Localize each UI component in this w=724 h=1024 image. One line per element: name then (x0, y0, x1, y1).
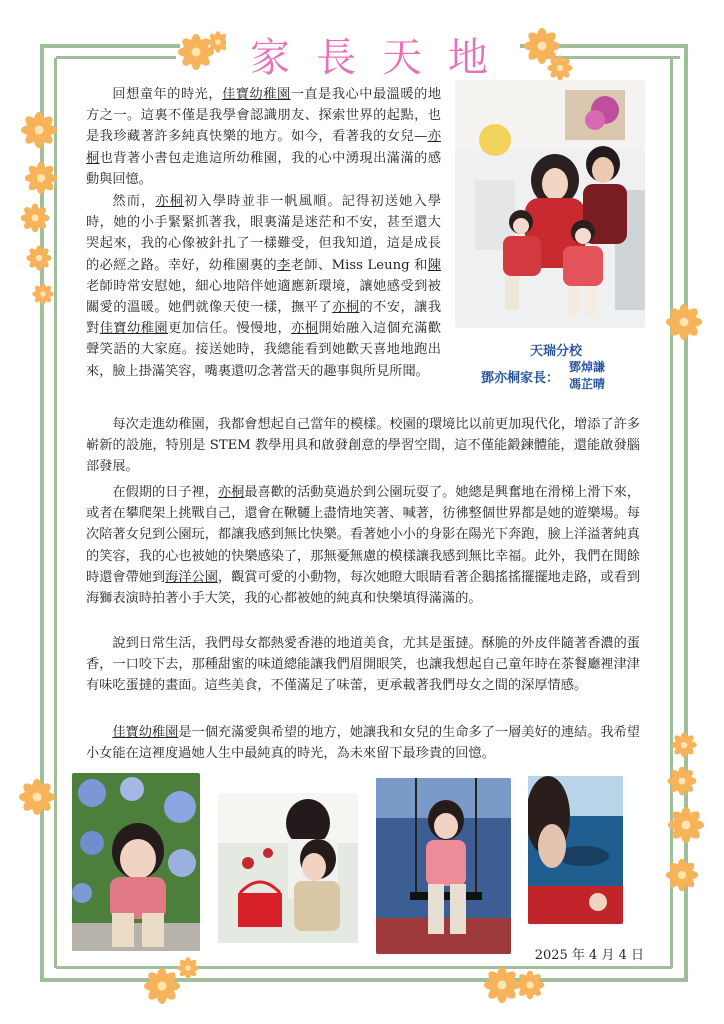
child-name: 亦桐 (217, 485, 245, 500)
child-name: 亦桐 (155, 194, 185, 209)
paragraph-1: 回想童年的時光，佳寶幼稚園一直是我心中最溫暖的地方之一。這裏不僅是我學會認識朋友、探索世界的起點，也是我珍藏著許多純真快樂的地方。如今，看著我的女兒—亦桐也背著小書包走進這所幼稚園，我的心中湧現出滿滿的感動與回憶。 (86, 87, 442, 187)
parent-label: 鄧亦桐家長： (481, 371, 560, 386)
frame-top-left-inner (56, 56, 176, 59)
photo-aquarium (528, 776, 623, 924)
flower-icon (480, 955, 550, 1015)
paragraph-5: 說到日常生活，我們母女都熱愛香港的地道美食，尤其是蛋撻。酥脆的外皮伴隨著香濃的蛋香，一口咬下去，那種甜蜜的味道總能讓我們眉開眼笑，也讓我想起自己童年時在茶餐廳裡津津有味吃蛋撻的畫面。這些美食，不僅滿足了味蕾，更承載著我們母女之間的深厚情感。 (86, 636, 640, 694)
school-name: 佳寶幼稚園 (222, 87, 291, 102)
school-name: 佳寶幼稚園 (112, 725, 179, 740)
title-char: 長 (316, 34, 358, 81)
paragraph-2: 然而，亦桐初入學時並非一帆風順。記得初送她入學時，她的小手緊緊抓著我，眼裏滿是迷茫和不安，甚至還大哭起來，我的心像被針扎了一樣難受，但我知道，這是成長的必經之路。幸好，幼稚園裏的李老師、Miss Leung 和陳老師時常安慰她，細心地陪伴她適應新環境，讓她感受到被關愛的溫暖。她們就像天使一樣，撫平了亦桐的不安，讓我對佳寶幼稚園更加信任。慢慢地，亦桐開始融入這個充滿歡聲笑語的大家庭。接送她時，我總能看到她歡天喜地地跑出來，臉上掛滿笑容，嘴裏還叨念著當天的趣事與所見所聞。 (86, 194, 442, 379)
title-char: 家 (250, 34, 292, 81)
flower-icon (660, 725, 710, 915)
flower-icon (662, 300, 708, 346)
child-name: 亦桐 (86, 129, 442, 166)
paragraph-4: 在假期的日子裡，亦桐最喜歡的活動莫過於到公園玩耍了。她總是興奮地在滑梯上滑下來，或者在攀爬架上挑戰自己，還會在鞦韆上盡情地笑著、喊著，彷彿整個世界都是她的遊樂場。每次陪著女兒到公園玩，都讓我感到無比快樂。看著她小小的身影在陽光下奔跑，臉上洋溢著純真的笑容，我的心也被她的快樂感染了，那無憂無慮的模樣讓我感到無比幸福。此外，我們在閒餘時還會帶她到海洋公園，觀賞可愛的小動物，每次她瞪大眼睛看著企鵝搖搖擺擺地走路，或看到海獅表演時拍著小手大笑，我的心都被她的純真和快樂填得滿滿的。 (86, 485, 641, 607)
teacher-name: 陳 (427, 257, 442, 273)
parent-name-1: 鄧焯謙 (569, 360, 606, 374)
child-name: 亦桐 (332, 300, 360, 316)
school-name: 佳寶幼稚園 (99, 321, 169, 337)
photo-flowers (72, 773, 200, 951)
family-photo (455, 80, 645, 328)
paragraph-6: 佳寶幼稚園是一個充滿愛與希望的地方，她讓我和女兒的生命多了一層美好的連結。我希望小女能在這裡度過她人生中最純真的時光，為未來留下最珍貴的回憶。 (86, 725, 640, 762)
flower-icon (15, 775, 61, 821)
flower-icon (520, 26, 580, 82)
date-label: 2025 年 4 月 4 日 (534, 948, 644, 963)
title-char: 天 (382, 34, 424, 81)
flower-icon (140, 950, 210, 1010)
paragraph-3: 每次走進幼稚園，我都會想起自己當年的模樣。校園的環境比以前更加現代化，增添了許多嶄新的設施，特別是 STEM 教學用具和啟發創意的學習空間，這不僅能鍛鍊體能，還能啟發腦部發展。 (86, 417, 640, 475)
frame-bottom-outer (40, 978, 688, 982)
flower-icon (15, 108, 65, 308)
park-name: 海洋公園 (165, 569, 218, 585)
title-char: 地 (448, 34, 490, 81)
page-title (250, 30, 490, 81)
branch-caption: 天瑞分校 (530, 344, 583, 359)
teacher-name: 李 (277, 257, 291, 273)
frame-top-left (40, 44, 180, 48)
parent-name-2: 馮芷晴 (569, 377, 606, 391)
flower-icon (176, 30, 226, 74)
photo-strawberry (218, 793, 358, 943)
child-name: 亦桐 (291, 321, 319, 337)
photo-swing (376, 778, 511, 954)
